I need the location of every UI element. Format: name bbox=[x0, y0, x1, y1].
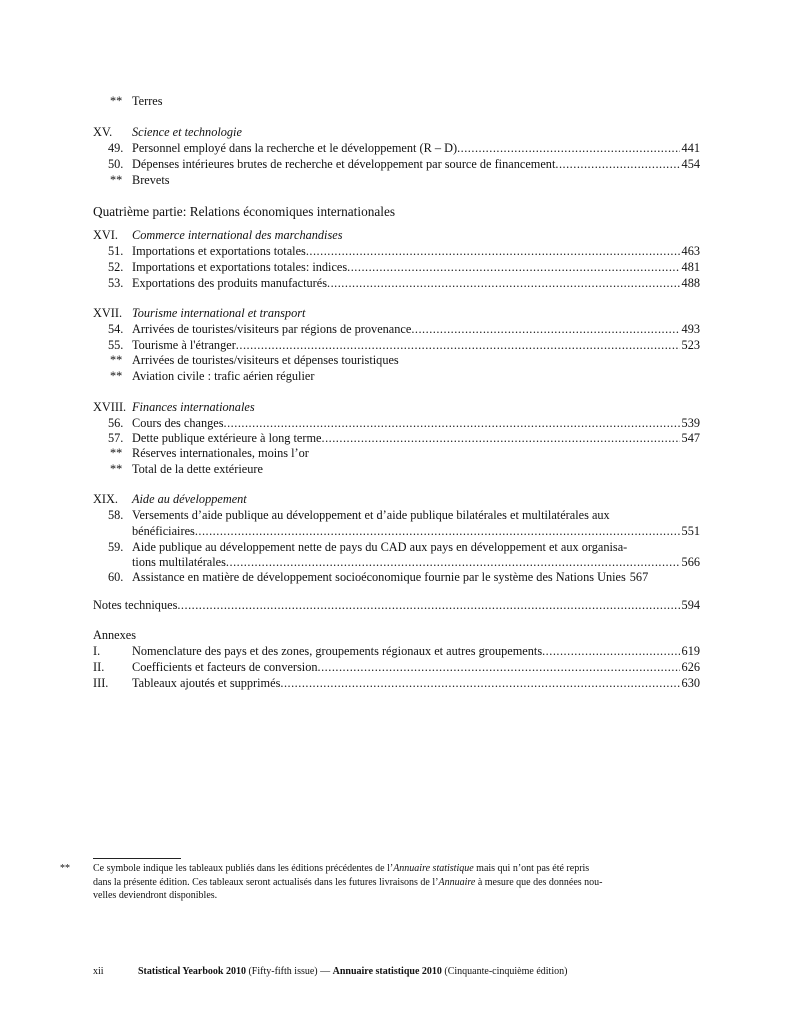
page-number: 551 bbox=[681, 524, 700, 538]
section-numeral: XVIII. bbox=[93, 400, 127, 414]
marker: ** bbox=[110, 369, 123, 383]
leader-dots bbox=[322, 431, 680, 446]
entry-label: Personnel employé dans la recherche et le développement (R – D) bbox=[132, 141, 458, 155]
toc-entry[interactable] bbox=[132, 431, 700, 446]
leader-dots bbox=[318, 660, 680, 675]
entry-label: Arrivées de touristes/visiteurs par régions de provenance bbox=[132, 322, 412, 336]
toc-entry[interactable] bbox=[132, 416, 700, 431]
leader-dots bbox=[306, 244, 680, 259]
toc-entry[interactable] bbox=[132, 524, 700, 539]
entry-label: bénéficiaires bbox=[132, 524, 195, 538]
page-number: 539 bbox=[681, 416, 700, 430]
footnote-marker: ** bbox=[60, 863, 70, 874]
leader-dots bbox=[411, 322, 679, 337]
page-number: 630 bbox=[681, 676, 700, 690]
toc-item-unnumbered: Aviation civile : trafic aérien régulier bbox=[132, 369, 315, 383]
leader-dots bbox=[280, 676, 679, 691]
leader-dots bbox=[236, 338, 680, 353]
marker: ** bbox=[110, 353, 123, 367]
page-number: 594 bbox=[681, 598, 700, 612]
entry-label: Cours des changes bbox=[132, 416, 224, 430]
toc-item-unnumbered: Brevets bbox=[132, 173, 170, 187]
toc-entry[interactable] bbox=[132, 276, 700, 291]
entry-label-line1: Aide publique au développement nette de pays du CAD aux pays en développement et aux organisa- bbox=[132, 540, 628, 554]
item-number: 53. bbox=[108, 276, 124, 290]
page-number: 488 bbox=[681, 276, 700, 290]
section-title: Science et technologie bbox=[132, 125, 242, 139]
footnote-rule bbox=[93, 858, 181, 859]
entry-label: Assistance en matière de développement socioéconomique fournie par le système des Nations Unies bbox=[132, 570, 626, 584]
page-number-footer: xii bbox=[93, 966, 104, 977]
footnote-text-part: velles deviendront disponibles. bbox=[93, 890, 218, 901]
marker: ** bbox=[110, 173, 123, 187]
item-number: 55. bbox=[108, 338, 124, 352]
toc-item-unnumbered: Réserves internationales, moins l’or bbox=[132, 446, 309, 460]
page-number: 547 bbox=[681, 431, 700, 445]
leader-dots bbox=[226, 555, 680, 570]
page-number: 454 bbox=[681, 157, 700, 171]
entry-label: Coefficients et facteurs de conversion bbox=[132, 660, 318, 674]
footnote-italic: Annuaire statistique bbox=[393, 863, 474, 874]
footer-title-fr: Annuaire statistique 2010 bbox=[332, 966, 442, 977]
footer-issue-fr: (Cinquante-cinquième édition) bbox=[441, 966, 568, 977]
entry-label: Notes techniques bbox=[93, 598, 178, 612]
leader-dots bbox=[347, 260, 679, 275]
toc-entry[interactable] bbox=[132, 555, 700, 570]
toc-entry[interactable] bbox=[132, 244, 700, 259]
footnote-italic: Annuaire bbox=[438, 876, 476, 888]
annexes-heading: Annexes bbox=[93, 628, 137, 642]
page-number: 567 bbox=[629, 570, 649, 584]
toc-entry[interactable] bbox=[132, 570, 700, 585]
item-number: 59. bbox=[108, 540, 124, 554]
leader-dots bbox=[327, 276, 680, 291]
toc-entry[interactable] bbox=[132, 644, 700, 659]
leader-dots bbox=[555, 157, 679, 172]
toc-entry[interactable] bbox=[132, 260, 700, 275]
footer-title-en: Statistical Yearbook 2010 bbox=[138, 966, 246, 977]
toc-item-terres: Terres bbox=[132, 94, 163, 108]
leader-dots bbox=[177, 598, 679, 613]
toc-entry[interactable] bbox=[132, 338, 700, 353]
item-number: 56. bbox=[108, 416, 124, 430]
entry-label: Tourisme à l'étranger bbox=[132, 338, 236, 352]
entry-label: Exportations des produits manufacturés bbox=[132, 276, 327, 290]
annex-number: II. bbox=[93, 660, 105, 674]
marker: ** bbox=[110, 94, 123, 108]
toc-entry[interactable] bbox=[132, 157, 700, 172]
section-title: Finances internationales bbox=[132, 400, 255, 414]
page-number: 493 bbox=[681, 322, 700, 336]
entry-label: Importations et exportations totales bbox=[132, 244, 306, 258]
marker: ** bbox=[110, 446, 123, 460]
page-number: 481 bbox=[681, 260, 700, 274]
page-number: 441 bbox=[681, 141, 700, 155]
marker: ** bbox=[110, 462, 123, 476]
footnote-text-part: à mesure que des données nou- bbox=[475, 876, 603, 888]
section-numeral: XVI. bbox=[93, 228, 118, 242]
toc-entry[interactable] bbox=[132, 141, 700, 156]
part-heading: Quatrième partie: Relations économiques internationales bbox=[93, 204, 396, 219]
item-number: 54. bbox=[108, 322, 124, 336]
page-number: 626 bbox=[681, 660, 700, 674]
item-number: 52. bbox=[108, 260, 124, 274]
page-number: 619 bbox=[681, 644, 700, 658]
running-footer bbox=[138, 966, 567, 977]
leader-dots bbox=[542, 644, 679, 659]
toc-entry-notes[interactable] bbox=[93, 598, 700, 613]
entry-label: Nomenclature des pays et des zones, groupements régionaux et autres groupements bbox=[132, 644, 543, 658]
annex-number: III. bbox=[93, 676, 109, 690]
toc-item-unnumbered: Arrivées de touristes/visiteurs et dépenses touristiques bbox=[132, 353, 399, 367]
toc-item-unnumbered: Total de la dette extérieure bbox=[132, 462, 263, 476]
section-numeral: XVII. bbox=[93, 306, 123, 320]
toc-entry[interactable] bbox=[132, 660, 700, 675]
item-number: 57. bbox=[108, 431, 124, 445]
item-number: 49. bbox=[108, 141, 124, 155]
page-number: 523 bbox=[681, 338, 700, 352]
entry-label-line1: Versements d’aide publique au développement et d’aide publique bilatérales et multilatérales aux bbox=[132, 508, 610, 522]
footnote-text-part: dans la présente édition. Ces tableaux seront actualisés dans les futures livraisons de l’ bbox=[93, 876, 439, 888]
section-title: Commerce international des marchandises bbox=[132, 228, 343, 242]
page-number: 566 bbox=[681, 555, 700, 569]
footnote-text-part: mais qui n’ont pas été repris bbox=[473, 863, 590, 874]
annex-number: I. bbox=[93, 644, 101, 658]
toc-entry[interactable] bbox=[132, 322, 700, 337]
entry-label: Dépenses intérieures brutes de recherche et développement par source de financement bbox=[132, 157, 556, 171]
toc-entry[interactable] bbox=[132, 676, 700, 691]
page-number: 463 bbox=[681, 244, 700, 258]
item-number: 58. bbox=[108, 508, 124, 522]
leader-dots bbox=[195, 524, 680, 539]
entry-label: tions multilatérales bbox=[132, 555, 226, 569]
item-number: 60. bbox=[108, 570, 124, 584]
section-numeral: XV. bbox=[93, 125, 113, 139]
item-number: 50. bbox=[108, 157, 124, 171]
footer-issue-en: (Fifty-fifth issue) — bbox=[245, 966, 333, 977]
entry-label: Dette publique extérieure à long terme bbox=[132, 431, 322, 445]
footnote-text bbox=[93, 862, 703, 903]
section-title: Tourisme international et transport bbox=[132, 306, 306, 320]
entry-label: Importations et exportations totales: indices bbox=[132, 260, 348, 274]
leader-dots bbox=[457, 141, 679, 156]
section-numeral: XIX. bbox=[93, 492, 118, 506]
item-number: 51. bbox=[108, 244, 124, 258]
footnote-text-part: Ce symbole indique les tableaux publiés dans les éditions précédentes de l’ bbox=[93, 863, 394, 874]
leader-dots bbox=[224, 416, 680, 431]
section-title: Aide au développement bbox=[132, 492, 247, 506]
entry-label: Tableaux ajoutés et supprimés bbox=[132, 676, 281, 690]
